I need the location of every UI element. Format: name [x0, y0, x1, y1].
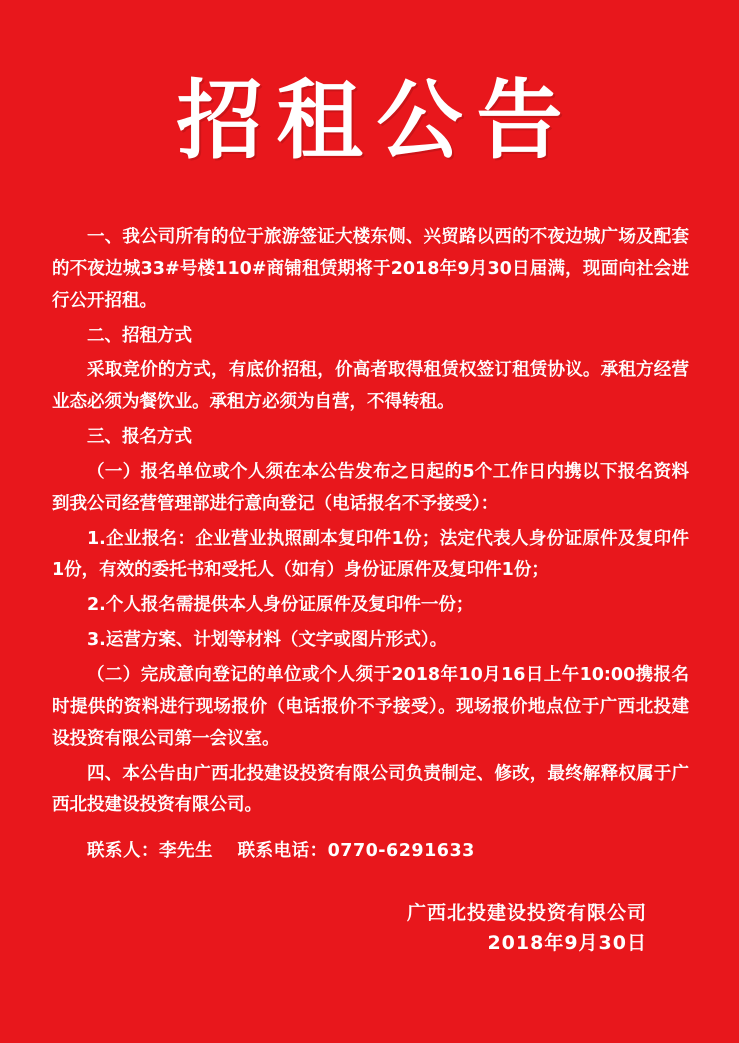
paragraph-4: 三、报名方式: [87, 427, 192, 448]
paragraph-10: 四、本公告由广西北投建设投资有限公司负责制定、修改，最终解释权属于广西北投建设投资有限公司。: [52, 763, 689, 816]
signature-company: 广西北投建设投资有限公司: [406, 902, 647, 925]
signature-date: 2018年9月30日: [487, 932, 647, 955]
paragraph-5: （一）报名单位或个人须在本公告发布之日起的5个工作日内携以下报名资料到我公司经营管理部进行意向登记（电话报名不予接受）：: [52, 461, 689, 514]
page-title: 招租公告: [176, 70, 577, 171]
paragraph-2: 二、招租方式: [87, 325, 192, 346]
signature-block: [52, 898, 689, 959]
paragraph-8: 3.运营方案、计划等材料（文字或图片形式）。: [87, 630, 448, 651]
contact-line: 联系人：李先生 联系电话：0770-6291633: [87, 841, 475, 862]
paragraph-1: 一、我公司所有的位于旅游签证大楼东侧、兴贸路以西的不夜边城广场及配套的不夜边城33#号楼110#商铺租赁期将于2018年9月30日届满，现面向社会进行公开招租。: [52, 227, 689, 311]
announcement-body: [0, 164, 739, 959]
paragraph-6: 1.企业报名：企业营业执照副本复印件1份；法定代表人身份证原件及复印件1份，有效的委托书和受托人（如有）身份证原件及复印件1份；: [52, 528, 689, 581]
paragraph-3: 采取竞价的方式，有底价招租，价高者取得租赁权签订租赁协议。承租方经营业态必须为餐饮业。承租方必须为自营，不得转租。: [52, 360, 689, 413]
paragraph-7: 2.个人报名需提供本人身份证原件及复印件一份；: [87, 595, 474, 616]
paragraph-9: （二）完成意向登记的单位或个人须于2018年10月16日上午10:00携报名时提供的资料进行现场报价（电话报价不予接受）。现场报价地点位于广西北投建设投资有限公司第一会议室。: [52, 664, 689, 749]
